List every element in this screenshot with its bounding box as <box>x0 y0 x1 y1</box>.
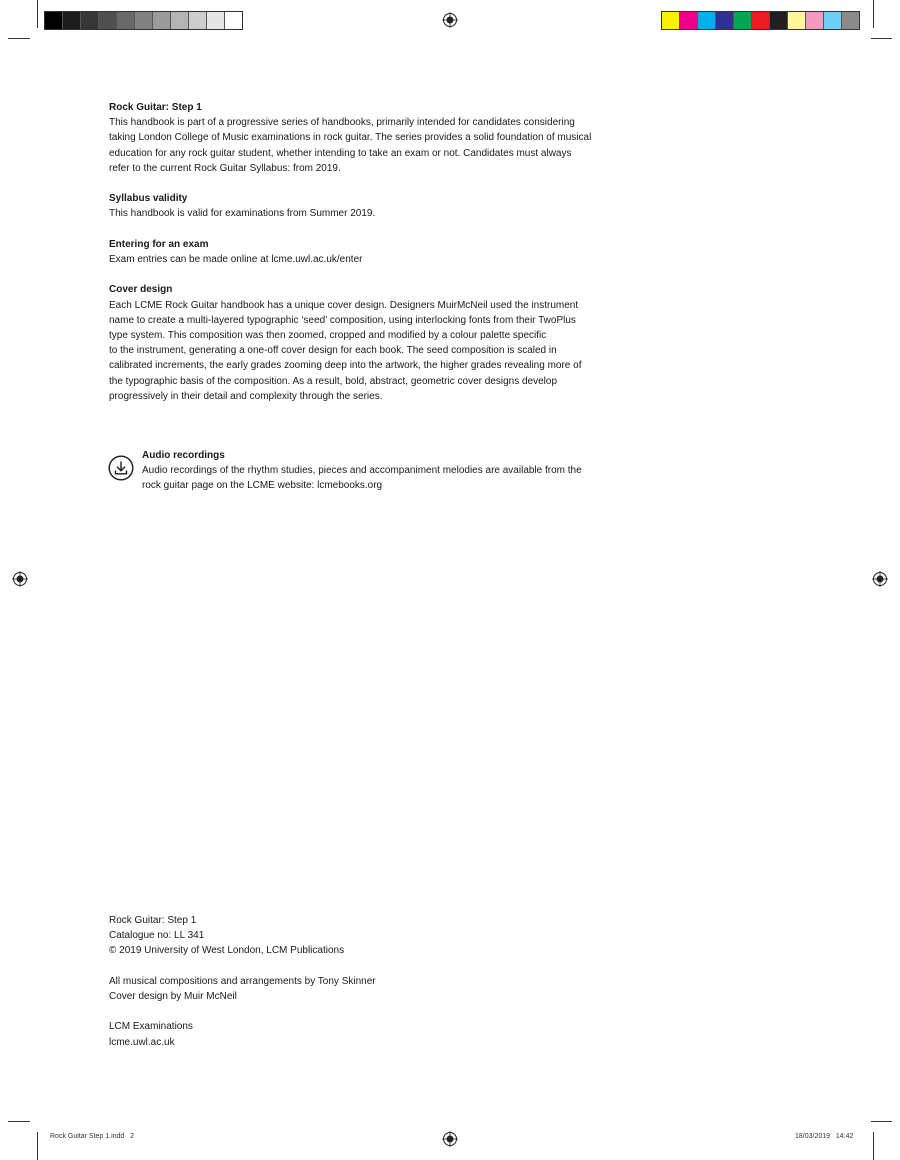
download-icon[interactable] <box>108 455 134 481</box>
grey-swatch <box>207 12 225 29</box>
color-swatch <box>662 12 680 29</box>
section-entering-exam <box>109 237 619 267</box>
registration-mark-icon <box>872 571 888 587</box>
audio-line: rock guitar page on the LCME website: lcmebooks.org <box>142 480 383 492</box>
crop-mark <box>8 1121 30 1122</box>
colophon-group <box>109 974 509 1004</box>
colophon-line[interactable]: lcme.uwl.ac.uk <box>109 1036 175 1048</box>
body-line: progressively in their detail and complexity through the series. <box>109 390 383 402</box>
colophon-group <box>109 1019 509 1049</box>
grey-swatch <box>99 12 117 29</box>
grey-swatch <box>63 12 81 29</box>
body-line: refer to the current Rock Guitar Syllabus: from 2019. <box>109 162 341 174</box>
registration-mark-icon <box>442 12 458 28</box>
grey-swatch <box>81 12 99 29</box>
audio-line: Audio recordings of the rhythm studies, pieces and accompaniment melodies are available from the <box>142 465 582 477</box>
colophon-line: Catalogue no: LL 341 <box>109 930 205 942</box>
body-line: Each LCME Rock Guitar handbook has a unique cover design. Designers MuirMcNeil used the instrument <box>109 299 579 311</box>
color-swatch <box>770 12 788 29</box>
section-heading: Syllabus validity <box>109 193 188 205</box>
audio-heading: Audio recordings <box>142 450 225 461</box>
grey-swatch <box>135 12 153 29</box>
color-swatch <box>752 12 770 29</box>
body-line: This handbook is part of a progressive series of handbooks, primarily intended for candidates considering <box>109 117 575 129</box>
colophon-line: All musical compositions and arrangements by Tony Skinner <box>109 975 376 987</box>
registration-mark-icon <box>12 571 28 587</box>
handbook-info <box>109 100 619 419</box>
slug-file-name: Rock Guitar Step 1.indd 2 <box>50 1133 135 1140</box>
body-line: Exam entries can be made online at lcme.uwl.ac.uk/enter <box>109 254 363 265</box>
section-rock-guitar-step <box>109 100 619 176</box>
grey-swatch <box>171 12 189 29</box>
color-swatch <box>680 12 698 29</box>
body-line: the typographic basis of the composition. As a result, bold, abstract, geometric cover designs develop <box>109 375 558 387</box>
colophon <box>109 913 509 1065</box>
section-cover-design <box>109 282 619 404</box>
body-line: name to create a multi-layered typographic ‘seed’ composition, using interlocking fonts from their TwoPlus <box>109 314 576 326</box>
section-heading: Entering for an exam <box>109 238 209 250</box>
crop-mark <box>37 0 38 28</box>
body-line: education for any rock guitar student, whether intending to take an exam or not. Candidates must always <box>109 147 572 159</box>
slug-date-time: 18/03/2019 14:42 <box>795 1133 854 1140</box>
section-heading: Cover design <box>109 284 173 296</box>
audio-text <box>142 448 622 494</box>
crop-mark <box>873 1132 874 1160</box>
grey-scale-bar <box>44 11 243 30</box>
section-syllabus-validity <box>109 191 619 221</box>
body-line: type system. This composition was then zoomed, cropped and modified by a colour palette specific <box>109 330 547 341</box>
color-swatch <box>716 12 734 29</box>
grey-swatch <box>45 12 63 29</box>
color-swatch <box>842 12 859 29</box>
colophon-group <box>109 913 509 959</box>
body-line: This handbook is valid for examinations from Summer 2019. <box>109 208 376 220</box>
grey-swatch <box>189 12 207 29</box>
body-line: to the instrument, generating a one-off cover design for each book. The seed composition is scaled in <box>109 345 557 357</box>
grey-swatch <box>153 12 171 29</box>
registration-mark-icon <box>442 1131 458 1147</box>
color-swatch <box>824 12 842 29</box>
crop-mark <box>8 38 30 39</box>
body-line: calibrated increments, the early grades zooming deep into the artwork, the higher grades revealing more of <box>109 360 582 372</box>
colophon-line: Cover design by Muir McNeil <box>109 991 237 1002</box>
crop-mark <box>37 1132 38 1160</box>
color-swatch <box>788 12 806 29</box>
colophon-line: © 2019 University of West London, LCM Publications <box>109 945 345 957</box>
color-swatch <box>806 12 824 29</box>
color-swatch <box>734 12 752 29</box>
colophon-line: LCM Examinations <box>109 1021 193 1033</box>
color-swatch <box>698 12 716 29</box>
grey-swatch <box>117 12 135 29</box>
section-heading: Rock Guitar: Step 1 <box>109 102 202 113</box>
colophon-line: Rock Guitar: Step 1 <box>109 915 197 926</box>
crop-mark <box>873 0 874 28</box>
body-line: taking London College of Music examinations in rock guitar. The series provides a solid foundation of musical <box>109 132 592 144</box>
color-calibration-bar <box>661 11 860 30</box>
crop-mark <box>871 38 892 39</box>
grey-swatch <box>225 12 242 29</box>
crop-mark <box>871 1121 892 1122</box>
